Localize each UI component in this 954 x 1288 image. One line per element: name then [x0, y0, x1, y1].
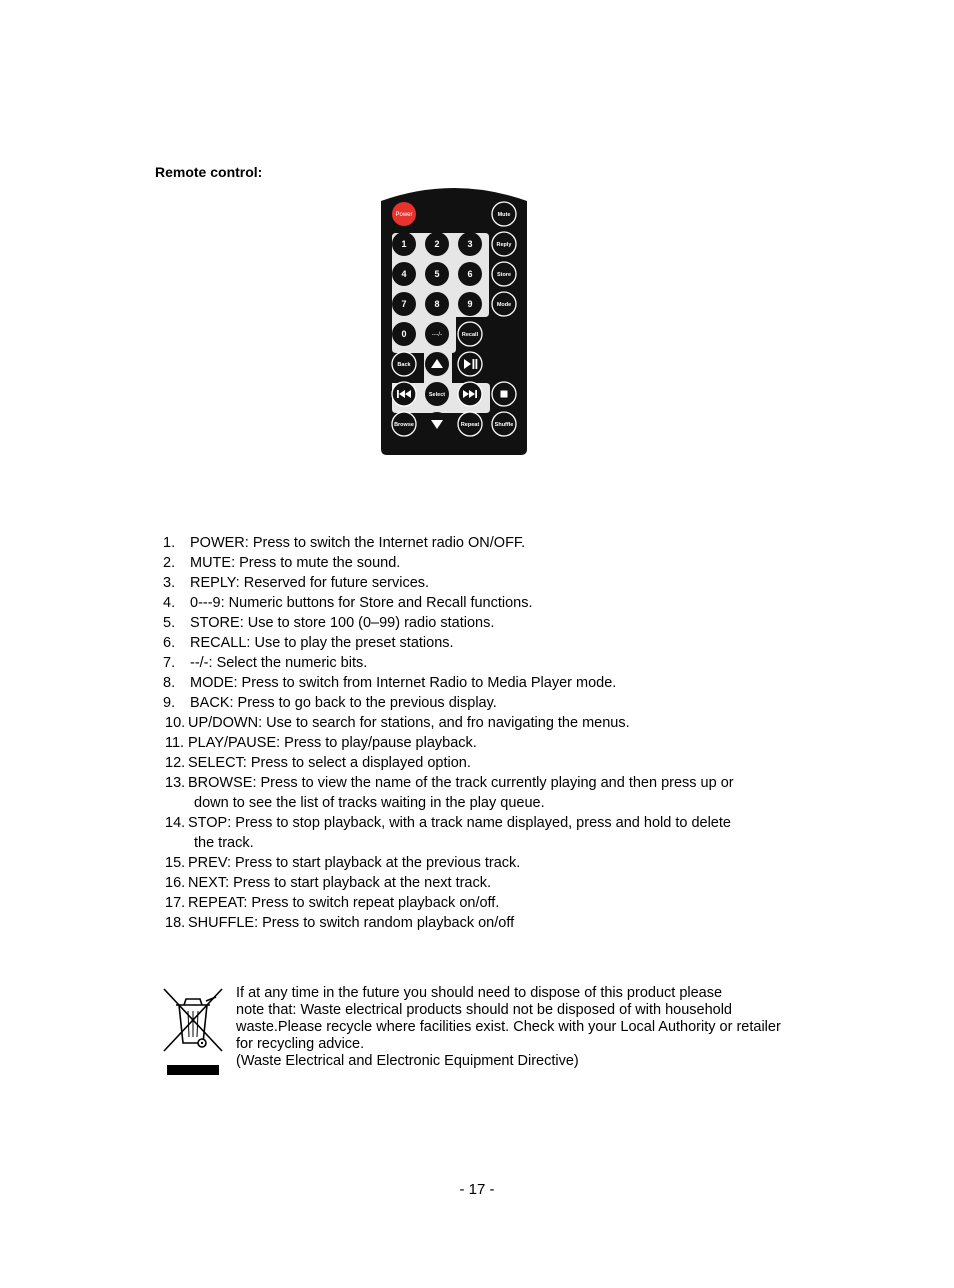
- item-text: [190, 613, 760, 633]
- disposal-line: note that: Waste electrical products should not be disposed of with household: [236, 1002, 732, 1018]
- item-text-line: MUTE: Press to mute the sound.: [190, 555, 401, 571]
- function-list-item: [0, 653, 954, 673]
- svg-text:---/-: ---/-: [431, 331, 443, 338]
- item-text: [190, 573, 760, 593]
- item-text-line: MODE: Press to switch from Internet Radio to Media Player mode.: [190, 675, 617, 691]
- digit-button-0[interactable]: [392, 322, 416, 346]
- function-list-item: [0, 673, 954, 693]
- function-list-item: [0, 873, 954, 893]
- digit-button-5[interactable]: [425, 262, 449, 286]
- power-button[interactable]: [392, 202, 416, 226]
- svg-text:7: 7: [401, 299, 407, 309]
- item-number: 15.: [165, 855, 186, 871]
- svg-text:1: 1: [401, 239, 407, 249]
- stop-icon: [501, 391, 508, 398]
- item-text: [190, 693, 760, 713]
- item-text: [188, 853, 758, 873]
- recall-button[interactable]: [458, 322, 482, 346]
- digit-button-1[interactable]: [392, 232, 416, 256]
- remote-function-list: [0, 533, 954, 933]
- item-text-line: UP/DOWN: Use to search for stations, and fro navigating the menus.: [188, 715, 630, 731]
- item-text-line: RECALL: Use to play the preset stations.: [190, 635, 454, 651]
- svg-text:2: 2: [434, 239, 440, 249]
- function-list-item: [0, 773, 954, 813]
- stop-button[interactable]: [492, 382, 516, 406]
- svg-text:3: 3: [467, 239, 473, 249]
- item-number: 5.: [163, 615, 176, 631]
- next-button[interactable]: [458, 382, 482, 406]
- function-list-item: [0, 713, 954, 733]
- item-number: 4.: [163, 595, 176, 611]
- svg-text:Reply: Reply: [496, 242, 512, 248]
- back-button[interactable]: [392, 352, 416, 376]
- page-number: - 17 -: [459, 1181, 495, 1198]
- item-text-line: STOP: Press to stop playback, with a track name displayed, press and hold to delete: [188, 815, 731, 831]
- svg-text:Mute: Mute: [497, 212, 511, 218]
- reply-button[interactable]: [492, 232, 516, 256]
- item-number: 3.: [163, 575, 176, 591]
- function-list-item: [0, 613, 954, 633]
- function-list-item: [0, 753, 954, 773]
- svg-text:9: 9: [467, 299, 473, 309]
- mute-button[interactable]: [492, 202, 516, 226]
- item-text: [188, 873, 758, 893]
- digit-button-8[interactable]: [425, 292, 449, 316]
- digit-button-3[interactable]: [458, 232, 482, 256]
- item-text-line: STORE: Use to store 100 (0–99) radio stations.: [190, 615, 495, 631]
- select-button[interactable]: [425, 382, 449, 406]
- item-number: 8.: [163, 675, 176, 691]
- item-text: [190, 553, 760, 573]
- item-text-line: NEXT: Press to start playback at the next track.: [188, 875, 492, 891]
- item-number: 9.: [163, 695, 176, 711]
- crossed-out-wheelie-bin-icon: [162, 987, 224, 1077]
- weee-directive-note: (Waste Electrical and Electronic Equipment Directive): [236, 1053, 579, 1069]
- svg-text:0: 0: [401, 329, 407, 339]
- function-list-item: [0, 893, 954, 913]
- item-text-line: BACK: Press to go back to the previous display.: [190, 695, 497, 711]
- item-number: 18.: [165, 915, 186, 931]
- mode-button[interactable]: [492, 292, 516, 316]
- item-text-line: 0---9: Numeric buttons for Store and Recall functions.: [190, 595, 533, 611]
- item-text: [188, 773, 758, 813]
- item-number: 7.: [163, 655, 176, 671]
- item-text: [190, 593, 760, 613]
- disposal-notice: [236, 985, 816, 1070]
- down-button[interactable]: [425, 412, 449, 436]
- svg-text:8: 8: [434, 299, 440, 309]
- item-number: 16.: [165, 875, 186, 891]
- function-list-item: [0, 693, 954, 713]
- item-number: 14.: [165, 815, 186, 831]
- item-number: 11.: [165, 735, 185, 751]
- item-text: [188, 893, 758, 913]
- svg-text:Back: Back: [397, 362, 411, 368]
- digit-button-2[interactable]: [425, 232, 449, 256]
- function-list-item: [0, 533, 954, 553]
- item-text: [190, 673, 760, 693]
- digit-button-4[interactable]: [392, 262, 416, 286]
- function-list-item: [0, 633, 954, 653]
- function-list-item: [0, 593, 954, 613]
- prev-button[interactable]: [392, 382, 416, 406]
- item-number: 2.: [163, 555, 176, 571]
- item-number: 17.: [165, 895, 186, 911]
- item-text-line: BROWSE: Press to view the name of the track currently playing and then press up or: [188, 775, 734, 791]
- item-text-continuation: the track.: [194, 835, 254, 851]
- item-text: [188, 913, 758, 933]
- play-pause-button[interactable]: [458, 352, 482, 376]
- item-text: [188, 753, 758, 773]
- item-text-line: REPLY: Reserved for future services.: [190, 575, 430, 591]
- item-text: [190, 653, 760, 673]
- store-button[interactable]: [492, 262, 516, 286]
- item-text-line: POWER: Press to switch the Internet radio ON/OFF.: [190, 535, 526, 551]
- function-list-item: [0, 733, 954, 753]
- svg-text:Repeat: Repeat: [460, 422, 480, 428]
- svg-text:6: 6: [467, 269, 473, 279]
- disposal-line: waste.Please recycle where facilities exist. Check with your Local Authority or retailer: [236, 1019, 781, 1035]
- svg-text:Recall: Recall: [461, 332, 479, 338]
- function-list-item: [0, 573, 954, 593]
- item-number: 12.: [165, 755, 186, 771]
- svg-text:Select: Select: [428, 392, 446, 398]
- function-list-item: [0, 553, 954, 573]
- item-text: [188, 813, 758, 853]
- item-number: 13.: [165, 775, 186, 791]
- shuffle-button[interactable]: [492, 412, 516, 436]
- digit-bits-button[interactable]: [425, 322, 449, 346]
- item-text-line: PREV: Press to start playback at the previous track.: [188, 855, 521, 871]
- item-number: 6.: [163, 635, 176, 651]
- svg-text:Shuffle: Shuffle: [494, 422, 514, 428]
- item-text: [188, 713, 758, 733]
- item-text-line: SELECT: Press to select a displayed option.: [188, 755, 471, 771]
- remote-control-illustration: [380, 181, 528, 456]
- svg-text:5: 5: [434, 269, 440, 279]
- item-text-line: SHUFFLE: Press to switch random playback on/off: [188, 915, 515, 931]
- browse-button[interactable]: [392, 412, 416, 436]
- item-number: 10.: [165, 715, 186, 731]
- disposal-line: If at any time in the future you should need to dispose of this product please: [236, 985, 723, 1001]
- svg-text:Power: Power: [395, 212, 413, 218]
- disposal-line: for recycling advice.: [236, 1036, 365, 1052]
- item-text: [188, 733, 758, 753]
- svg-text:Mode: Mode: [496, 302, 512, 308]
- svg-text:4: 4: [401, 269, 407, 279]
- function-list-item: [0, 913, 954, 933]
- digit-button-9[interactable]: [458, 292, 482, 316]
- function-list-item: [0, 813, 954, 853]
- item-text-line: REPEAT: Press to switch repeat playback on/off.: [188, 895, 500, 911]
- function-list-item: [0, 853, 954, 873]
- section-heading: Remote control:: [155, 164, 263, 180]
- repeat-button[interactable]: [458, 412, 482, 436]
- up-button[interactable]: [425, 352, 449, 376]
- item-text: [190, 533, 760, 553]
- digit-button-7[interactable]: [392, 292, 416, 316]
- item-text-line: --/-: Select the numeric bits.: [190, 655, 368, 671]
- item-text: [190, 633, 760, 653]
- svg-text:Store: Store: [496, 272, 512, 278]
- item-number: 1.: [163, 535, 176, 551]
- item-text-line: PLAY/PAUSE: Press to play/pause playback.: [188, 735, 477, 751]
- digit-button-6[interactable]: [458, 262, 482, 286]
- svg-text:Browse: Browse: [394, 422, 414, 428]
- item-text-continuation: down to see the list of tracks waiting in the play queue.: [194, 795, 545, 811]
